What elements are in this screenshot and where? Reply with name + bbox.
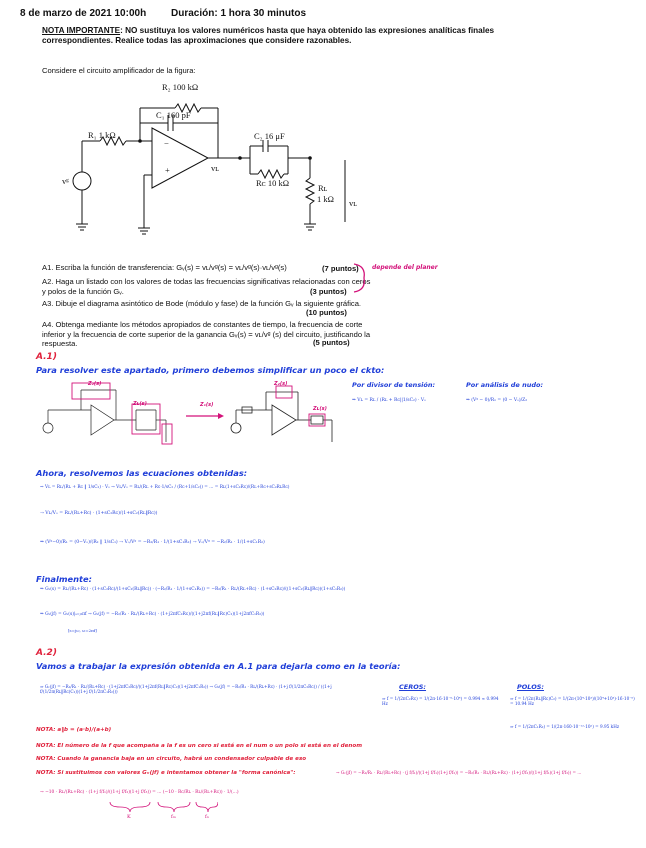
resolve-equation-3: ⇒ (Vᵍ−0)/R₁ = (0−Vₒ)/(R₂ ‖ 1/sC₁) → Vₒ/Vᵍ = −R₂/R₁ · 1/(1+sC₁R₂) → Vₒ/Vᵍ = −R₂/R₁ · 1/(1+sC₁R₂) — [40, 540, 265, 545]
rc-resistor-symbol — [258, 170, 284, 178]
label-z1: Z₁(s) — [200, 402, 214, 408]
label-vl: vʟ — [349, 198, 357, 208]
zl-highlight-box — [162, 424, 172, 444]
a1-label: A.1) — [36, 352, 57, 362]
label-minus-input: − — [164, 138, 169, 148]
label-z2-right: Z₂(s) — [274, 381, 288, 387]
note-parallel: NOTA: a‖b = (a·b)/(a+b) — [36, 727, 112, 733]
brace-label-fm: fₘ — [171, 814, 176, 820]
a1-intro: Para resolver este apartado, primero debemos simplificar un poco el ckto: — [36, 365, 385, 375]
question-a3: A3. Dibuje el diagrama asintótico de Bode (módulo y fase) de la función Gᵥ la siguiente gráfica. — [42, 299, 362, 308]
a2-equation: ⇒ Gᵥ(jf) = −R₂/R₁ · Rʟ/(Rʟ+Rᴄ) · (1+j2πfC₂Rᴄ)/((1+j2πf(Rʟ‖Rᴄ)C₂)(1+j2πfC₁R₂)) → Gᵥ(jf) = −R₂/R₁ · Rʟ/(Rʟ+Rᴄ) · (1+j f/(1/2πC₂Rᴄ)) / ((1+j f/(1/2π(Rʟ‖Rᴄ)C₂))(1+j f/(1/2πC₁R₂))) — [40, 684, 332, 694]
side-note: depende del planer — [372, 264, 438, 271]
resolve-equation-2: → Vʟ/Vₒ = Rʟ/(Rʟ+Rᴄ) · (1+sC₂Rᴄ)/(1+sC₂(Rʟ‖Rᴄ)) — [40, 511, 158, 516]
question-a4: A4. Obtenga mediante los métodos apropiados de constantes de tiempo, la frecuencia de corte inferior y la frecuencia de corte superior de la ganancia Gᵥ(s) = vʟ/vᵍ (s) del circuito, justificando la respuesta. — [42, 320, 371, 348]
question-a1-points: (7 puntos) — [322, 264, 359, 273]
label-plus-input: + — [165, 165, 170, 175]
zeros-title: CEROS: — [399, 683, 427, 691]
label-output-node: vʟ — [211, 163, 219, 173]
label-zl-left: Zʟ(s) — [133, 401, 147, 407]
note-zero-pole: NOTA: El número de la f que acompaña a la f es un cero si está en el num o un polo si está en el denom — [36, 743, 363, 749]
note-gain-capacitor: NOTA: Cuando la ganancia baja en un circuito, habrá un condensador culpable de eso — [36, 756, 307, 762]
circuit-intro: Considere el circuito amplificador de la figura: — [42, 66, 196, 75]
final-equation-1: ⇒ Gᵥ(s) = Rʟ/(Rʟ+Rᴄ) · (1+sC₂Rᴄ)/(1+sC₂(Rʟ‖Rᴄ)) · (−R₂/R₁ · 1/(1+sC₁R₂)) = −R₂/R₁ · Rʟ/(Rʟ+Rᴄ) · (1+sC₂Rᴄ)/((1+sC₂(Rʟ‖Rᴄ))(1+sC₁R₂)) — [40, 587, 346, 592]
resolve-title: Ahora, resolvemos las ecuaciones obtenidas: — [36, 468, 248, 478]
a2-intro: Vamos a trabajar la expresión obtenida en A.1 para dejarla como en la teoría: — [36, 661, 401, 671]
label-zl-right: Zʟ(s) — [313, 406, 327, 412]
question-a3-points: (10 puntos) — [306, 308, 347, 317]
label-vg: vᵍ — [62, 176, 69, 186]
question-a1: A1. Escriba la función de transferencia: Gᵥ(s) = vʟ/vᵍ(s) = vʟ/vᵍ(s)·vʟ/vᵍ(s) — [42, 263, 287, 272]
canonical-equation-1: → Gᵥ(jf) = −R₂/R₁ · Rʟ/(Rʟ+Rᴄ) · (j f/f₁)/((1+j f/f₁)(1+j f/f₂)) = −R₂/R₁ · Rʟ/(Rʟ+Rᴄ) · (1+j f/f₂)/((1+j f/f₁)(1+j f/f₃)) = ... — [336, 770, 582, 775]
important-note-label: NOTA IMPORTANTE — [42, 26, 121, 35]
label-rl: Rʟ — [318, 183, 328, 193]
op-amp-symbol — [152, 128, 208, 188]
divisor-equation: ⇒ Vʟ = Rʟ / (Rʟ + Rᴄ||1/sC₂) · Vₒ — [352, 398, 426, 403]
label-c1: C₁ 160 pF — [156, 110, 191, 120]
node-equation: ⇒ (Vᵍ − 0)/R₁ = (0 − Vₒ)/Z₂ — [466, 398, 528, 403]
brace-label-fn: fₙ — [205, 814, 210, 820]
label-rl-value: 1 kΩ — [317, 194, 334, 204]
divisor-title: Por divisor de tensión: — [352, 381, 436, 389]
brace-label-k: K — [127, 814, 131, 820]
canonical-equation-2: → −10 · Rʟ/(Rʟ+Rᴄ) · (1+j f/f₁)/((1+j f/f₂)(1+j f/f₃)) = ... (−10 · Rᴄ/Rʟ · Rʟ/(Rʟ+Rᴄ)) · 1/(...) — [40, 790, 239, 795]
side-brace — [352, 262, 372, 294]
simplified-circuit-sketch — [36, 380, 356, 450]
canonical-braces — [108, 800, 218, 814]
amplifier-circuit-diagram — [40, 78, 420, 248]
question-a4-points: (5 puntos) — [313, 338, 350, 347]
label-r2: R₂ 100 kΩ — [162, 82, 199, 92]
rl-resistor-symbol — [306, 178, 314, 204]
zeros-equation: ⇒ f = 1/(2πC₂Rᴄ) = 1/(2π·16·10⁻⁶·10⁴) = 0.994 ≈ 0.994 Hz — [382, 696, 499, 706]
exam-duration: Duración: 1 hora 30 minutos — [171, 8, 307, 19]
resolve-equation-1: ⇒ Vʟ = Rʟ/(Rʟ + Rᴄ ‖ 1/sC₂) · Vₒ → Vʟ/Vₒ = Rʟ/(Rʟ + Rᴄ·1/sC₂ / (Rᴄ+1/sC₂)) = ... = Rʟ(1+sC₂Rᴄ)/(Rʟ+Rᴄ+sC₂RʟRᴄ) — [40, 485, 290, 490]
poles-equation-2: ⇒ f = 1/(2πC₁R₂) = 1/(2π·160·10⁻¹²·10⁵) = 9.95 kHz — [510, 724, 620, 729]
a2-label: A.2) — [36, 648, 57, 658]
label-c2: C₂ 16 μF — [254, 131, 285, 141]
poles-title: POLOS: — [517, 683, 545, 691]
label-rc: Rᴄ 10 kΩ — [256, 178, 290, 188]
label-z2-left: Z₂(s) — [88, 381, 102, 387]
node-title: Por análisis de nudo: — [466, 381, 544, 389]
voltage-source-symbol — [73, 172, 91, 190]
important-note — [42, 26, 512, 46]
question-a2: A2. Haga un listado con los valores de todas las frecuencias significativas relacionadas con ceros y polos de la función Gᵥ. — [42, 277, 371, 296]
important-note-text: : NO sustituya los valores numéricos hasta que haya obtenido las expresiones analíticas finales correspondientes. Realice todas las aproximaciones que considere razonables. — [42, 26, 495, 45]
label-r1: R₁ 1 kΩ — [88, 130, 116, 140]
note-substitution: NOTA: Si sustituimos con valores Gᵥ(jf) e intentamos obtener la "forma canónica": — [36, 770, 296, 776]
finally-title: Finalmente: — [36, 574, 92, 584]
poles-equation-1: ⇒ f = 1/(2π(Rʟ‖Rᴄ)C₂) = 1/(2π·(10⁴·10³)/(10⁴+10³)·16·10⁻⁶) = 10.94 Hz — [510, 696, 635, 706]
question-a2-points: (3 puntos) — [310, 287, 347, 296]
exam-date-time: 8 de marzo de 2021 10:00h — [20, 8, 147, 19]
final-substitution: [s=jω, ω=2πf] — [68, 628, 97, 633]
final-equation-2: ⇒ Gᵥ(jf) = Gᵥ(s)|ₛ₌ⱼ₂πf → Gᵥ(jf) = −R₂/R₁ · Rʟ/(Rʟ+Rᴄ) · (1+j2πfC₂Rᴄ)/((1+j2πf(Rʟ‖Rᴄ)C₂)(1+j2πfC₁R₂)) — [40, 612, 265, 617]
